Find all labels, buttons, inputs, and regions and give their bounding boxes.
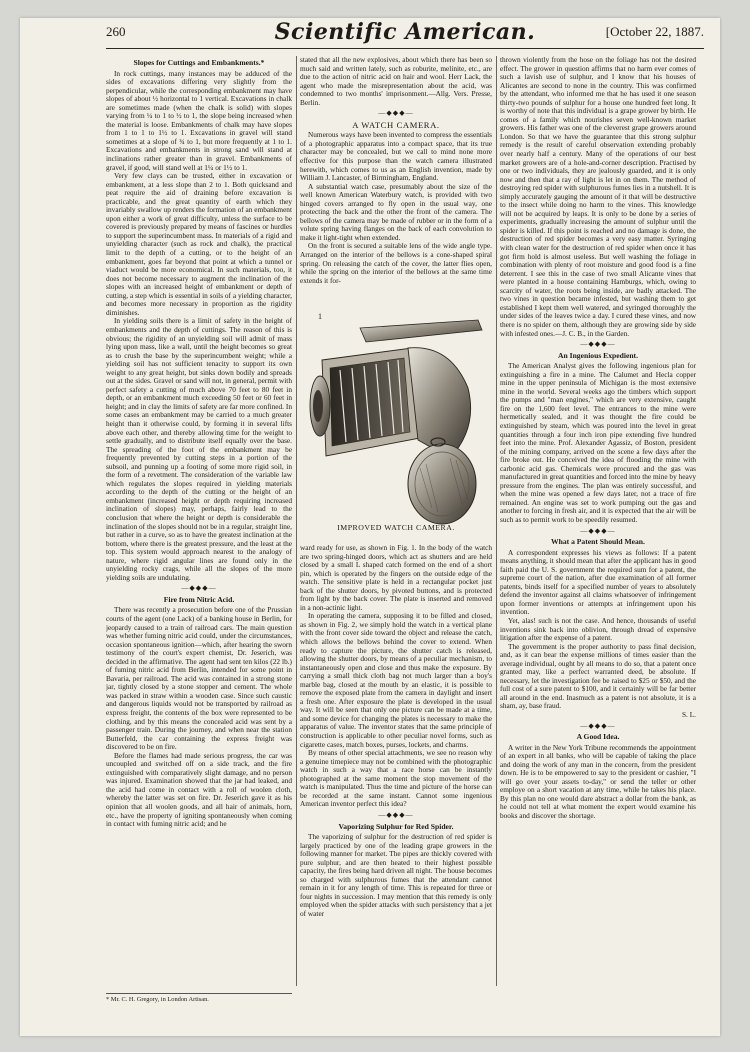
column-1 <box>106 56 292 986</box>
paragraph: In yielding soils there is a limit of safety in the height of embankments and the depth of cuttings. The reason of this is obvious; the rigidity of an unyielding soil will admit of mass lying upon mass, like a wall, until the height becomes so great as to crush the base by the superincumbent weight; while a yielding soil has not sufficient tenacity to support its own weight to any great height, but sinks down bodily and spreads out at the sides. Gravel or sand will not, in general, permit with perfect safety a cutting of much above 70 feet to 80 feet in depth, or an embankment much exceeding 50 feet or 60 feet in height; and in clay the limits of safety are far more confined. In some cases an embankment may be carried to a much greater height than it otherwise could, by forming it in several lifts above each other, and thereby allowing time for the weight to settle gradually, and to distribute itself equally over the base. The spreading of the foot of the embankment may be frequently prevented by cutting steps in a portion of the subsoil, and punning up a footing of some more rigid soil, in the form of a revetment. The consideration of the variable law which regulates the slopes required in yielding materials according to the depth of the cutting or the height of an embankment (increased height or depth requiring increased inclination of slopes) may, perhaps, fairly lead to the conclusion that where the height or depth is considerable the inclination of the slopes should not be in a regular, straight line, but rather in a curve, so as to have the greatest inclination at the bottom, where there is the greatest pressure, and the least at the top. This system would approach nearest to the analogy of nature, where rigid angular lines are found only in the unyielding rocky crags, while all the slopes of the more yielding soils are undulating. <box>106 316 292 582</box>
watch-camera-illustration <box>300 308 492 544</box>
watch-camera-engraving <box>300 308 492 544</box>
paragraph: The American Analyst gives the following ingenious plan for extinguishing a fire in a mine. The Calumet and Hecla copper mine in the upper peninsula of Michigan is the most extensive mine in the world. Several weeks ago the timbers which support the pumps and "man engines," which are very extensive, caught fire on the 1,600 feet level. The entrances to the mine were hermetically sealed, and it was thought the fire could be extinguished by steam, which was poured into the level in great quantities through a four inch iron pipe extending five hundred feet into the mine. Prof. Alexander Agassiz, of Boston, president of the mining company, arrived on the scene a few days after the fire broke out. He conceived the idea of flooding the mine with carbonic acid gas. Chemicals were procured and the gas was manufactured in great quantities and forced into the mine by heavy pressure from the engines. The plan was entirely successful, and when the mine was opened a few days later, not a trace of fire remained. An engine was set to work pumping out the gas and another to forcing in fresh air, and it is expected that the air will be such as to permit work to be speedily resumed. <box>500 361 696 524</box>
paragraph: By means of other special attachments, we see no reason why a genuine timepiece may not be combined with the photographic watch in such a way that a race horse can be instantly photographed at the same moment the stop movement of the watch is manipulated. Thus the time and picture of the horse can be recorded at the same instant. Cannot some ingenious American inventor perfect this idea? <box>300 748 492 809</box>
paragraph: A substantial watch case, presumably about the size of the well known American Waterbury watch, is provided with two hinged covers arranged to fly open in the usual way, one protecting the back and the other the front of the camera. The bellows of the camera may be made of rubber or in the form of a volute spring having flanges on the back of each convolution to make it light-tight when extended. <box>300 181 492 242</box>
paragraph: Yet, alas! such is not the case. And hence, thousands of useful inventions sink back into oblivion, through dread of expensive litigation after the expense of a patent. <box>500 616 696 643</box>
paragraph: In rock cuttings, many instances may be adduced of the sides of excavations differing very slightly from the perpendicular, while the corresponding embankment may have slopes of about ½ horizontal to 1 vertical. Excavations in chalk are sometimes made (when the chalk is solid) with slopes varying from ¼ to 1 to ½ to 1, the slope being increased when the material is loose. Embankments of chalk may have slopes from 1 to 1 to 1½ to 1. Excavations in gravel will stand sometimes at a slope of ¾ to 1, but more frequently at 1 to 1. Excavations and embankments in strong sand will stand at inclinations rather greater than in gravel. Embankments of gravel, if good, will stand well at 1¼ or 1½ to 1. <box>106 68 292 172</box>
figure-number: 1 <box>318 312 322 321</box>
paragraph: The vaporizing of sulphur for the destruction of red spider is largely practiced by one of the leading grape growers in the following manner for market. The pipes are thickly covered with pure sulphur, and are then heated to their highest possible capacity, the fires being hard driven all night. The house becomes so charged with sulphurous fumes that the attendant cannot remain in it for any length of time. This is repeated for three or four nights in succession. I may mention that this remedy is only employed when the spider attacks with such persistency that a jet of water <box>300 832 492 918</box>
column-2-top <box>300 56 492 306</box>
article-title: Vaporizing Sulphur for Red Spider. <box>338 821 454 831</box>
paragraph: The government is the proper authority to pass final decision, and, as it can bear the expense millions of times easier than the average individual, ought by all means to do so, that a patent once granted may, like a perfect warranted deed, be absolute. If necessary, let the investigation fee be raised to $25 or $50, and the full cost of a sure patent to $100, and it certainly will be far better all around in the end. Inasmuch as a patent is not absolute, it is a sham, ay, base fraud. <box>500 641 696 711</box>
paragraph: There was recently a prosecution before one of the Prussian courts of the agent (one Lack) of a banking house in Berlin, for jeopardy caused to a train of railroad cars. The main question was whether fuming nitric acid could, under the circumstances, occasion spontaneous ignition—which, after hearing the sworn testimony of the court's expert chemist, Dr. Jeserich, was decided in the affirmative. The agent had sent ten kilos (22 lb.) of fuming nitric acid from Berlin, intended for some point in Bavaria, per railroad. The acid was contained in a strong stone jar, tightly closed by a stone stopper and cement. The whole was packed in straw within a wooden case. Since such caustic and dangerous liquids would not be transported by railroad as express freight, the contents of the box were represented to be clothing, and by this means the concealed acid was sent by a passenger train. During the journey, and when near the station Butterfeld, the car containing the express freight was discovered to be on fire. <box>106 605 292 752</box>
paragraph: Very few clays can be trusted, either in excavation or embankment, at a less slope than 2 to 1. Both quicksand and peat require the aid of draining before excavation is practicable, and the great quantity of earth which they invariably swallow up renders the formation of an embankment upon either a work of great difficulty, unless the surface to be covered is previously prepared by means of fascines or hurdles to support the superincumbent mass. In materials of a rigid and unyielding character (such as rock and chalk), the practical limit to the depth of a cutting, or to the height of an embankment, goes far beyond that point at which a tunnel or viaduct would be more economical. In such materials, too, it does not become necessary to augment the inclination of the slopes with an increased height of embankment or depth of cutting, a step which is essential in soils of a yielding character, and becomes more necessary in proportion as the rigidity diminishes. <box>106 171 292 317</box>
article-title: Slopes for Cuttings and Embankments.* <box>133 58 265 67</box>
section-ornament: —◆◆◆— <box>181 584 217 593</box>
paragraph: Numerous ways have been invented to compress the essentials of a photographic apparatus into a compact space, that its true character may be concealed, but we call to mind none more effective for this purpose than the watch camera illustrated herewith, which comes to us as an English invention, made by William J. Lancaster, of Birmingham, England. <box>300 130 492 183</box>
article-title: A Good Idea. <box>576 732 620 742</box>
paragraph: On the front is secured a suitable lens of the wide angle type. Arranged on the interior of the bellows is a cone-shaped spiral spring. On releasing the catch of the cover, the latter flies open, while the spring on the interior of the bellows at the same time extends it for- <box>300 241 492 285</box>
paragraph: ward ready for use, as shown in Fig. 1. In the body of the watch are two spring-hinged doors, which act as shutters and are held closed by a small L shaped catch formed on the end of a short pin, which is operated by the fingers on the outside edge of the watch. The sensitive plate is held in a rectangular pocket just back of the shutter doors, by pivoted buttons, and is protected from light by the back cover. The plate is inserted and removed in a non-actinic light. <box>300 544 492 612</box>
section-ornament: —◆◆◆— <box>580 721 616 730</box>
page-header <box>106 19 704 45</box>
paragraph: Before the flames had made serious progress, the car was uncoupled and switched off on a side track, and the fire extinguished with comparatively slight damage, and no person was injured. Examination showed that the jar had leaked, and the acid had come in contact with a roll of woolen cloth, whereby the latter was set on fire. Dr. Jeserich gave it as his opinion that all woolen goods, and all hair of animals, horn, etc., have the property of igniting spontaneously when coming in contact with fuming nitric acid; and he <box>106 750 292 829</box>
column-divider <box>296 56 297 986</box>
header-rule <box>106 48 704 49</box>
figure-caption: IMPROVED WATCH CAMERA. <box>337 523 455 532</box>
masthead: Scientific American. <box>274 19 536 45</box>
section-ornament: —◆◆◆— <box>378 810 414 819</box>
section-ornament: —◆◆◆— <box>580 340 616 349</box>
article-title: An Ingenious Expedient. <box>558 350 638 360</box>
column-2-bottom <box>300 544 492 986</box>
issue-date: [October 22, 1887. <box>605 24 704 39</box>
paragraph: A correspondent expresses his views as follows: If a patent means anything, it should mean that after the applicant has in good faith paid the U. S. government the required sum for a patent, the supreme court of the nation, after due examination of all former patents, binds itself for a specified number of years to absolutely defend the inventor against all claims whatsoever of infringement upon former inventions or attempts at infringement upon his invention. <box>500 547 696 617</box>
page-number: 260 <box>106 24 126 39</box>
footnote: * Mr. C. H. Gregory, in London Artisan. <box>106 993 292 1003</box>
article-title: Fire from Nitric Acid. <box>163 594 235 604</box>
paragraph: stated that all the new explosives, about which there has been so much said and written lately, such as roburite, melinite, etc., are due to the action of nitric acid on hair and wool. Herr Lack, the agent who made the misrepresentation about the acid, was condemned to two months' imprisonment.—Allg. Vers. Presse, Berlin. <box>300 56 492 107</box>
paragraph: In operating the camera, supposing it to be filled and closed, as shown in Fig. 2, we simply hold the watch in a vertical plane with the front cover side toward the object and release the catch, which allows the bellows behind the cover to extend. When ready to capture the picture, the shutter catch is released, allowing the shutter doors, by means of a peculiar mechanism, to instantaneously open and close and thus make the exposure. By carrying a small thick cloth bag not much larger than a boy's marble bag, closed at the mouth by an elastic, it is possible to remove the exposed plate from the camera in daylight and insert a fresh one. After exposure the plate is developed in the usual way. It will be seen that only one picture can be made at a time, and some device for changing the plates is necessary to make the apparatus of value. The inventor states that the same principle of construction is applicable to other peculiar novel forms, such as cigarette cases, match boxes, purses, lockets, and charms. <box>300 611 492 749</box>
section-ornament: —◆◆◆— <box>580 526 616 535</box>
column-3 <box>500 56 696 986</box>
paragraph: A writer in the New York Tribune recommends the appointment of an expert in all banks, who will be capable of taking the place and doing the work of any man in the concern, from the president down. He is to be empowered to say to the president or cashier, "I will go over your assets to-day," or send the teller or other employe on a short vacation at any time, while he takes his place. By this plan no one would dare abstract a dollar from the bank, as he could not tell at what moment the expert would examine his books and discover the shortage. <box>500 742 696 821</box>
signature: S. L. <box>682 710 696 720</box>
article-title: A WATCH CAMERA. <box>352 119 440 130</box>
paragraph: thrown violently from the hose on the foliage has not the desired effect. The grower in question affirms that no harm ever comes of such a lavish use of sulphur, and I know that his houses of Alicantes are second to none in the country. This was confirmed by the attendant, who informed me that he has used it one season thirty-two pounds of sulphur for a house one hundred feet long. It is worthy of note that this individual is a grape grower by birth. He comes of a family which nourishes seven well-known market growers. His father was one of the cleverest grape growers around London. So that we have the guarantee that this strong sulphur remedy is the result of careful observation extending probably over nearly half a century. Many of the operations of our best market growers are of a hole-and-corner description. Practised by one or two individuals, they are jealously guarded, and it is only now and then that a ray of light is let in on them. The method of destroying red spider with sulphurous fumes lies in a nutshell. It is simply accurately gauging the amount of it that will be destructive to the insect while doing no harm to the vines. This knowledge will not be acquired by leaps. It is only to be done by a series of experiments, gradually increasing the amount of sulphur until the spider is killed. If this point is reached and no damage is done, the destruction of red spider becomes a very easy matter. Syringing with clean water for the destruction of red spider when once it has got firm hold is almost useless. But well washing the foliage in combination with plenty of root moisture and good food is a fine deterrent. I see this in the case of two small Alicante vines that were planted in a house containing Hamburgs, which, owing to scarcity of water, the roots being inside, are badly attacked. The two vines in question became infested, but washing them to get established I kept them well watered, and syringed thoroughly the under sides of the leaves twice a day. I cured these vines, and now there is no spider on them, although they are growing side by side with infested ones.—J. C. B., in the Garden. <box>500 56 696 338</box>
column-divider <box>496 56 497 986</box>
article-title: What a Patent Should Mean. <box>551 537 645 547</box>
section-ornament: —◆◆◆— <box>378 109 414 118</box>
